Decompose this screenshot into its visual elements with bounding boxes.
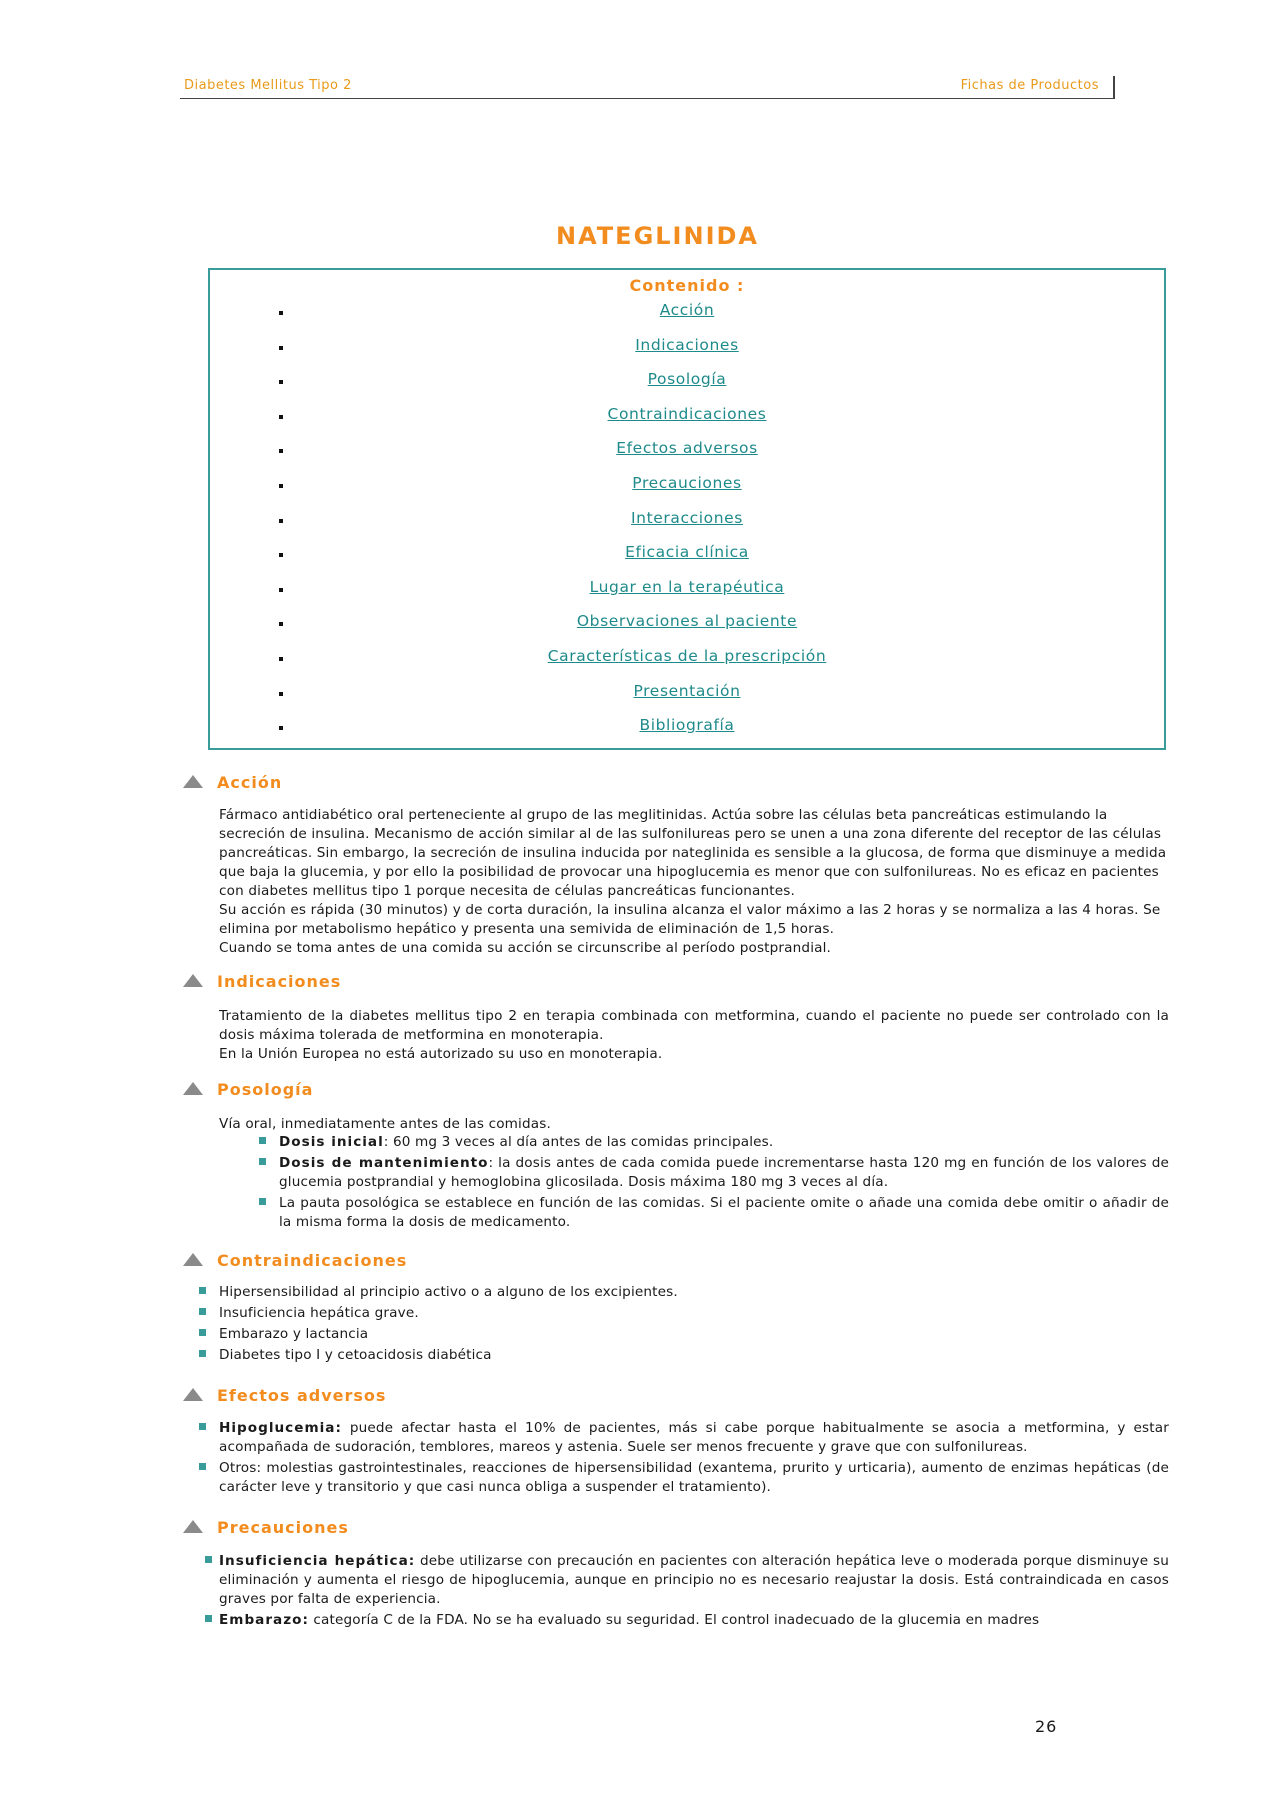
toc-item [210, 369, 1164, 404]
back-to-top-icon[interactable] [183, 1253, 203, 1266]
list-item [199, 1346, 1169, 1365]
back-to-top-icon[interactable] [183, 1388, 203, 1401]
toc-link-efectos-adversos[interactable]: Efectos adversos [616, 439, 758, 458]
bullet-icon [279, 726, 283, 730]
list-item [205, 1611, 1169, 1630]
indicaciones-body [219, 1007, 1169, 1064]
list-item [199, 1419, 1169, 1457]
bullet-icon [279, 657, 283, 661]
bullet-icon [205, 1556, 212, 1563]
item-text: debe utilizarse con precaución en pacientes con alteración hepática leve o moderada porque disminuye su eliminación y aumenta el riesgo de hipoglucemia, aunque en principio no es necesario reajustar la dosis. Está contraindicada en casos graves por falta de experiencia. [219, 1553, 1170, 1607]
bullet-icon [199, 1350, 206, 1357]
section-title: Acción [217, 772, 283, 792]
toc-link-observaciones[interactable]: Observaciones al paciente [576, 612, 798, 631]
section-title: Indicaciones [217, 971, 342, 991]
item-text: Otros: molestias gastrointestinales, reacciones de hipersensibilidad (exantema, prurito y urticaria), aumento de enzimas hepáticas (de carácter leve y transitorio y que casi nunca obliga a suspender el tratamiento). [219, 1460, 1169, 1495]
item-text: Insuficiencia hepática grave. [219, 1305, 419, 1321]
item-text: : 60 mg 3 veces al día antes de las comidas principales. [383, 1134, 774, 1150]
item-text: Embarazo y lactancia [219, 1326, 369, 1342]
bullet-icon [279, 484, 283, 488]
list-item [259, 1133, 1169, 1152]
section-heading-indicaciones [183, 970, 341, 992]
bullet-icon [279, 588, 283, 592]
item-text: La pauta posológica se establece en función de las comidas. Si el paciente omite o añade una comida debe omitir o añadir de la misma forma la dosis de medicamento. [279, 1195, 1169, 1230]
item-label: Insuficiencia hepática: [219, 1553, 416, 1569]
bullet-icon [279, 692, 283, 696]
list-item [199, 1325, 1169, 1344]
item-label: Dosis inicial [279, 1134, 384, 1150]
list-item [199, 1283, 1169, 1302]
toc-link-indicaciones[interactable]: Indicaciones [635, 335, 739, 354]
section-title: Contraindicaciones [217, 1250, 408, 1270]
bullet-icon [199, 1308, 206, 1315]
accion-body [219, 806, 1169, 958]
bullet-icon [279, 346, 283, 350]
section-heading-precauciones [183, 1516, 349, 1538]
toc-item [210, 508, 1164, 543]
item-label: Dosis de mantenimiento [279, 1155, 489, 1171]
toc-item [210, 335, 1164, 370]
bullet-icon [199, 1329, 206, 1336]
toc-link-lugar-terapeutica[interactable]: Lugar en la terapéutica [589, 577, 785, 596]
section-title: Efectos adversos [217, 1385, 387, 1405]
paragraph: En la Unión Europea no está autorizado su uso en monoterapia. [219, 1046, 663, 1062]
toc-heading: Contenido : [629, 276, 745, 295]
list-item [199, 1304, 1169, 1323]
page-header [180, 76, 1115, 99]
header-divider [1113, 76, 1115, 98]
bullet-icon [279, 415, 283, 419]
back-to-top-icon[interactable] [183, 974, 203, 987]
bullet-icon [279, 622, 283, 626]
item-text: puede afectar hasta el 10% de pacientes, más si cabe porque habitualmente se asocia a metformina, y estar acompañada de sudoración, temblores, mareos y astenia. Suele ser menos frecuente y grave que con sulfonilureas. [219, 1420, 1169, 1455]
bullet-icon [199, 1287, 206, 1294]
bullet-icon [279, 519, 283, 523]
section-heading-posologia [183, 1078, 313, 1100]
precauciones-list [205, 1552, 1169, 1632]
bullet-icon [279, 311, 283, 315]
toc-item [210, 715, 1164, 750]
paragraph: Cuando se toma antes de una comida su acción se circunscribe al período postprandial. [219, 940, 832, 956]
toc-link-presentacion[interactable]: Presentación [633, 681, 741, 700]
item-text: : la dosis antes de cada comida puede incrementarse hasta 120 mg en función de los valores de glucemia postprandial y hemoglobina glicosilada. Dosis máxima 180 mg 3 veces al día. [279, 1155, 1170, 1190]
toc-item [210, 611, 1164, 646]
toc-item [210, 681, 1164, 716]
back-to-top-icon[interactable] [183, 1082, 203, 1095]
toc-link-caracteristicas[interactable]: Características de la prescripción [547, 646, 827, 665]
bullet-icon [279, 380, 283, 384]
table-of-contents [208, 268, 1166, 750]
toc-link-contraindicaciones[interactable]: Contraindicaciones [607, 404, 767, 423]
bullet-icon [199, 1463, 206, 1470]
paragraph: Fármaco antidiabético oral perteneciente al grupo de las meglitinidas. Actúa sobre las células beta pancreáticas estimulando la secreción de insulina. Mecanismo de acción similar al de las sulfonilureas pero se unen a una zona diferente del receptor de las células pancreáticas. Sin embargo, la secreción de insulina inducida por nateglinida es sensible a la glucosa, de forma que disminuye a medida que baja la glucemia, y por ello la posibilidad de provocar una hipoglucemia es menor que con sulfonilureas. No es eficaz en pacientes con diabetes mellitus tipo 1 porque necesita de células pancreáticas funcionantes. [219, 807, 1167, 899]
toc-link-interacciones[interactable]: Interacciones [631, 508, 743, 527]
section-heading-efectos-adversos [183, 1384, 386, 1406]
toc-item [210, 646, 1164, 681]
header-left-text: Diabetes Mellitus Tipo 2 [184, 78, 352, 93]
toc-item [210, 577, 1164, 612]
bullet-icon [259, 1158, 266, 1165]
bullet-icon [259, 1137, 266, 1144]
item-label: Embarazo: [219, 1612, 309, 1628]
paragraph: Tratamiento de la diabetes mellitus tipo 2 en terapia combinada con metformina, cuando el paciente no puede ser controlado con la dosis máxima tolerada de metformina en monoterapia. [219, 1008, 1169, 1043]
bullet-icon [205, 1615, 212, 1622]
toc-link-bibliografia[interactable]: Bibliografía [639, 716, 735, 735]
toc-item [210, 300, 1164, 335]
posologia-list [259, 1133, 1169, 1234]
toc-item [210, 438, 1164, 473]
section-title: Posología [217, 1079, 314, 1099]
posologia-intro [219, 1115, 1169, 1134]
efectos-list [199, 1419, 1169, 1499]
contraindicaciones-list [199, 1283, 1169, 1367]
section-heading-contraindicaciones [183, 1249, 407, 1271]
toc-item [210, 404, 1164, 439]
list-item [199, 1459, 1169, 1497]
header-right-text: Fichas de Productos [960, 78, 1099, 93]
page-number: 26 [1035, 1717, 1058, 1736]
item-text: Hipersensibilidad al principio activo o a alguno de los excipientes. [219, 1284, 678, 1300]
toc-list [210, 300, 1164, 750]
list-item [205, 1552, 1169, 1609]
item-label: Hipoglucemia: [219, 1420, 342, 1436]
paragraph: Su acción es rápida (30 minutos) y de corta duración, la insulina alcanza el valor máximo a las 2 horas y se normaliza a las 4 horas. Se elimina por metabolismo hepático y presenta una semivida de eliminación de 1,5 horas. [219, 902, 1161, 937]
section-heading-accion [183, 771, 282, 793]
paragraph: Vía oral, inmediatamente antes de las comidas. [219, 1116, 551, 1132]
toc-item [210, 542, 1164, 577]
item-text: categoría C de la FDA. No se ha evaluado su seguridad. El control inadecuado de la glucemia en madres [308, 1612, 1040, 1628]
toc-link-precauciones[interactable]: Precauciones [632, 473, 742, 492]
toc-link-accion[interactable]: Acción [659, 301, 715, 319]
toc-link-eficacia-clinica[interactable]: Eficacia clínica [625, 543, 749, 562]
item-text: Diabetes tipo I y cetoacidosis diabética [219, 1347, 492, 1363]
toc-item [210, 473, 1164, 508]
document-title: NATEGLINIDA [556, 222, 759, 250]
list-item [259, 1194, 1169, 1232]
list-item [259, 1154, 1169, 1192]
bullet-icon [259, 1198, 266, 1205]
bullet-icon [279, 449, 283, 453]
toc-link-posologia[interactable]: Posología [647, 370, 727, 389]
bullet-icon [279, 553, 283, 557]
back-to-top-icon[interactable] [183, 775, 203, 788]
section-title: Precauciones [217, 1517, 349, 1537]
back-to-top-icon[interactable] [183, 1520, 203, 1533]
bullet-icon [199, 1423, 206, 1430]
